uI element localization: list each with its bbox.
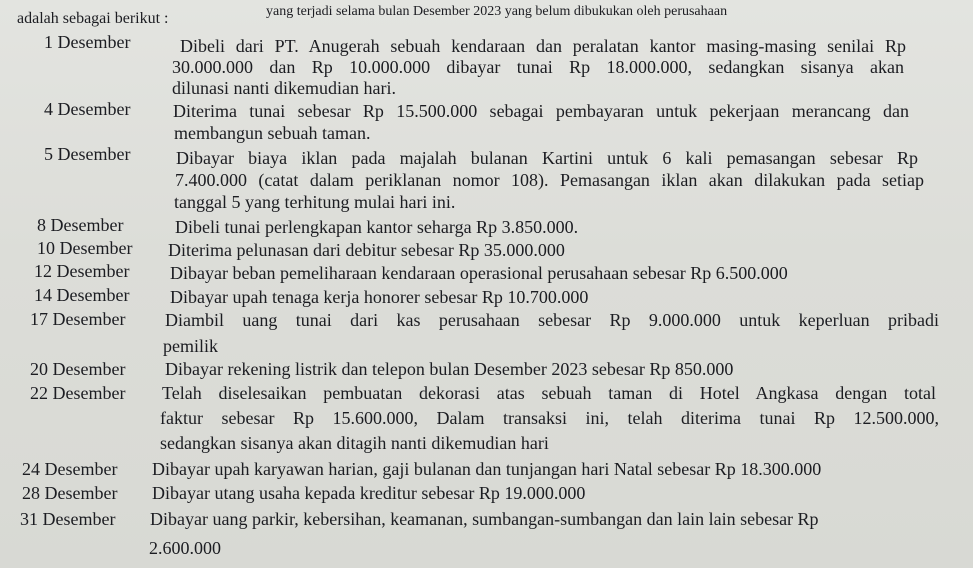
transaction-text: Dibeli tunai perlengkapan kantor seharga Rp 3.850.000. xyxy=(175,217,579,237)
transaction-text: pemilik xyxy=(163,336,218,356)
transaction-date-10: 10 Desember xyxy=(37,238,133,258)
transaction-text: Dibayar uang parkir, kebersihan, keamanan, sumbangan-sumbangan dan lain lain sebesar Rp xyxy=(150,509,819,529)
intro-line-1: yang terjadi selama bulan Desember 2023 yang belum dibukukan oleh perusahaan xyxy=(266,4,728,19)
transaction-text: Dibayar upah tenaga kerja honorer sebesar Rp 10.700.000 xyxy=(170,287,589,307)
transaction-text: Dibayar utang usaha kepada kreditur sebesar Rp 19.000.000 xyxy=(152,483,586,503)
transaction-date-28: 28 Desember xyxy=(22,483,118,503)
transaction-date-31: 31 Desember xyxy=(20,509,116,529)
intro-line-2: adalah sebagai berikut : xyxy=(17,10,169,27)
transaction-text: Diterima tunai sebesar Rp 15.500.000 sebagai pembayaran untuk pekerjaan merancang dan xyxy=(173,101,909,121)
transaction-text: tanggal 5 yang terhitung mulai hari ini. xyxy=(174,192,456,212)
transaction-text: Dibayar upah karyawan harian, gaji bulanan dan tunjangan hari Natal sebesar Rp 18.300.000 xyxy=(152,459,822,479)
transaction-text: membangun sebuah taman. xyxy=(174,123,371,143)
transaction-text: Dibeli dari PT. Anugerah sebuah kendaraan dan peralatan kantor masing-masing senilai Rp xyxy=(180,36,906,56)
transaction-text: sedangkan sisanya akan ditagih nanti dikemudian hari xyxy=(160,433,549,453)
transaction-text: Telah diselesaikan pembuatan dekorasi atas sebuah taman di Hotel Angkasa dengan total xyxy=(162,383,936,403)
transaction-date-5: 5 Desember xyxy=(44,144,131,164)
transaction-text: Diambil uang tunai dari kas perusahaan sebesar Rp 9.000.000 untuk keperluan pribadi xyxy=(165,310,939,330)
transaction-text: Dibayar rekening listrik dan telepon bulan Desember 2023 sebesar Rp 850.000 xyxy=(165,359,734,379)
transaction-date-24: 24 Desember xyxy=(22,459,118,479)
transaction-date-8: 8 Desember xyxy=(37,215,124,235)
transaction-date-20: 20 Desember xyxy=(30,359,126,379)
transaction-date-4: 4 Desember xyxy=(44,99,131,119)
transaction-text: 30.000.000 dan Rp 10.000.000 dibayar tunai Rp 18.000.000, sedangkan sisanya akan xyxy=(172,57,904,77)
transaction-text: faktur sebesar Rp 15.600.000, Dalam transaksi ini, telah diterima tunai Rp 12.500.000, xyxy=(160,408,939,428)
transaction-date-1: 1 Desember xyxy=(44,32,131,52)
transaction-date-14: 14 Desember xyxy=(34,285,130,305)
transaction-date-12: 12 Desember xyxy=(34,261,130,281)
transaction-date-17: 17 Desember xyxy=(30,309,126,329)
transaction-text: Dibayar beban pemeliharaan kendaraan operasional perusahaan sebesar Rp 6.500.000 xyxy=(170,263,788,283)
transaction-text: Dibayar biaya iklan pada majalah bulanan Kartini untuk 6 kali pemasangan sebesar Rp xyxy=(176,148,918,168)
transaction-text: 7.400.000 (catat dalam periklanan nomor 108). Pemasangan iklan akan dilakukan pada setiap xyxy=(175,170,924,190)
transaction-text: Diterima pelunasan dari debitur sebesar Rp 35.000.000 xyxy=(168,240,565,260)
transaction-text: 2.600.000 xyxy=(149,538,221,558)
transaction-date-22: 22 Desember xyxy=(30,383,126,403)
transaction-text: dilunasi nanti dikemudian hari. xyxy=(172,78,396,98)
